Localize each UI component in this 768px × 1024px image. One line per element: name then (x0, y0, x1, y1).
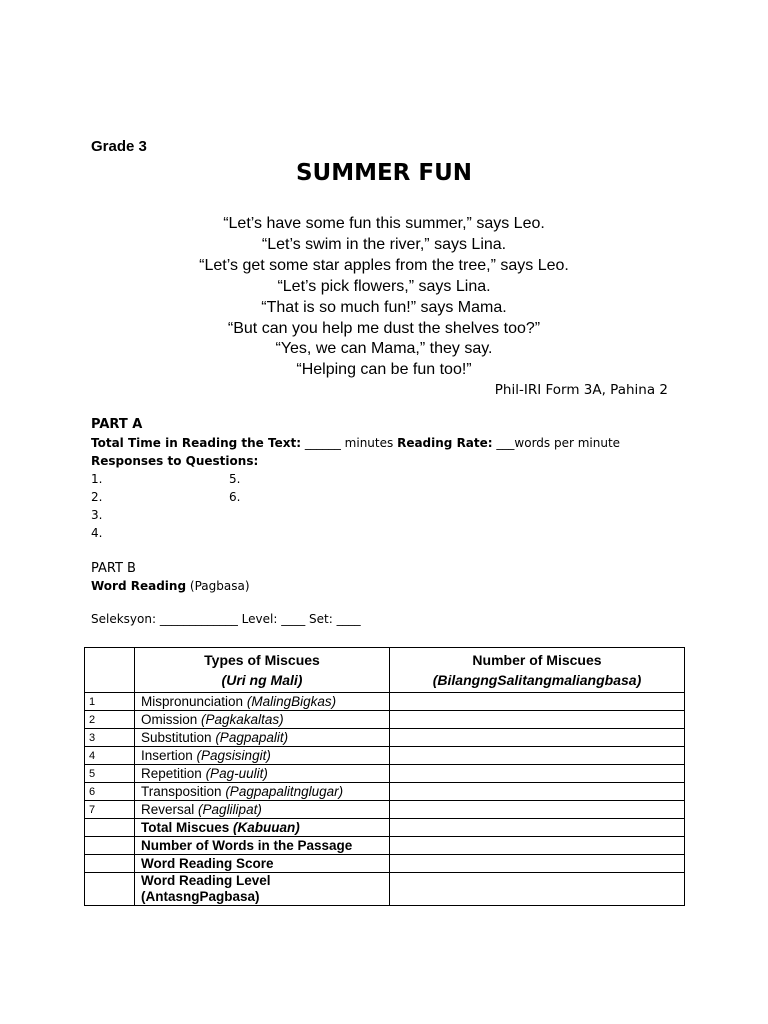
miscue-name: Mispronunciation (141, 693, 244, 709)
word-reading-title: Word Reading (91, 579, 187, 593)
header-number-cell (390, 648, 685, 693)
rate-blank[interactable]: ___ (496, 436, 515, 450)
miscue-count-cell[interactable] (390, 711, 685, 729)
form-reference: Phil-IRI Form 3A, Pahina 2 (494, 382, 668, 398)
row-number (85, 837, 135, 855)
page-title: SUMMER FUN (295, 160, 473, 186)
part-a-heading: PART A (91, 417, 143, 432)
miscue-type (135, 747, 390, 765)
miscue-name: Omission (141, 711, 198, 727)
table-row (85, 765, 685, 783)
question-3: 3. (91, 508, 103, 522)
miscue-local: (Pagpapalitnglugar) (225, 783, 344, 799)
row-number (85, 855, 135, 873)
table-row (85, 801, 685, 819)
header-number-sub: (BilangngSalitangmaliangbasa) (432, 672, 642, 688)
miscue-type (135, 801, 390, 819)
table-row (85, 747, 685, 765)
reading-time-line (91, 436, 620, 450)
miscue-count-cell[interactable] (390, 765, 685, 783)
word-reading-label (91, 579, 250, 593)
question-4: 4. (91, 526, 103, 540)
passage-line: “But can you help me dust the shelves too?” (227, 319, 541, 337)
passage-line: “Let’s have some fun this summer,” says Leo. (223, 215, 545, 232)
question-6: 6. (229, 490, 241, 504)
words-row (85, 837, 685, 855)
miscue-local: (Pag-uulit) (205, 765, 268, 781)
words-label: Number of Words in the Passage (135, 837, 390, 855)
total-label-cell (135, 819, 390, 837)
row-number: 7 (85, 801, 135, 819)
question-5: 5. (229, 472, 241, 486)
miscue-local: (Paglilipat) (198, 801, 262, 817)
score-row (85, 855, 685, 873)
passage-line: “Helping can be fun too!” (296, 361, 472, 379)
word-reading-sub: (Pagbasa) (189, 579, 250, 593)
miscue-count-cell[interactable] (390, 747, 685, 765)
seleksyon-blank[interactable]: _____________ (159, 612, 238, 626)
miscue-name: Reversal (141, 801, 195, 817)
miscue-name: Substitution (141, 729, 212, 745)
score-label: Word Reading Score (135, 855, 390, 873)
miscue-count-cell[interactable] (390, 783, 685, 801)
total-value-cell[interactable] (390, 819, 685, 837)
rate-unit: words per minute (514, 436, 621, 450)
header-types-cell (135, 648, 390, 693)
header-types-sub: (Uri ng Mali) (221, 672, 303, 688)
seleksyon-line (91, 612, 361, 626)
question-2: 2. (91, 490, 103, 504)
level-row (85, 873, 685, 906)
miscue-local: (Pagpapalit) (215, 729, 289, 745)
miscue-count-cell[interactable] (390, 801, 685, 819)
miscue-local: (Pagsisingit) (196, 747, 271, 763)
table-header-row (85, 648, 685, 693)
rate-label: Reading Rate: (397, 436, 493, 450)
miscue-name: Transposition (141, 783, 222, 799)
miscue-name: Insertion (141, 747, 193, 763)
passage-line: “Let’s get some star apples from the tree,” says Leo. (199, 256, 569, 274)
passage-line: “Let’s swim in the river,” says Lina. (261, 235, 507, 253)
passage-line: “Yes, we can Mama,” they say. (275, 340, 493, 358)
miscue-count-cell[interactable] (390, 693, 685, 711)
set-label: Set: (309, 612, 333, 626)
total-label: Total Miscues (141, 819, 230, 835)
row-number: 1 (85, 693, 135, 711)
time-blank[interactable]: ______ (304, 436, 341, 450)
seleksyon-label: Seleksyon: (91, 612, 157, 626)
words-value-cell[interactable] (390, 837, 685, 855)
table-row (85, 711, 685, 729)
table-row (85, 693, 685, 711)
row-number: 6 (85, 783, 135, 801)
miscue-type (135, 729, 390, 747)
row-number (85, 873, 135, 906)
header-types: Types of Miscues (204, 652, 320, 668)
level-local: (AntasngPagbasa) (141, 889, 260, 904)
grade-label: Grade 3 (91, 138, 147, 155)
level-label: Word Reading Level (141, 873, 271, 888)
miscue-local: (MalingBigkas) (246, 693, 337, 709)
total-row (85, 819, 685, 837)
time-label: Total Time in Reading the Text: (91, 436, 302, 450)
question-1: 1. (91, 472, 103, 486)
row-number (85, 819, 135, 837)
row-number: 3 (85, 729, 135, 747)
time-unit: minutes (344, 436, 394, 450)
level-label: Level: (241, 612, 278, 626)
row-number: 4 (85, 747, 135, 765)
level-blank[interactable]: ____ (281, 612, 306, 626)
part-b-heading: PART B (91, 561, 136, 576)
miscue-name: Repetition (141, 765, 202, 781)
miscue-local: (Pagkakaltas) (201, 711, 284, 727)
level-value-cell[interactable] (390, 873, 685, 906)
miscue-type (135, 765, 390, 783)
miscues-table (84, 647, 685, 906)
header-number: Number of Miscues (472, 652, 602, 668)
reading-passage (100, 214, 668, 381)
row-number: 5 (85, 765, 135, 783)
miscue-count-cell[interactable] (390, 729, 685, 747)
level-label-cell (135, 873, 390, 906)
table-row (85, 783, 685, 801)
passage-line: “That is so much fun!” says Mama. (261, 298, 507, 316)
passage-line: “Let’s pick flowers,” says Lina. (277, 277, 491, 295)
table-row (85, 729, 685, 747)
set-blank[interactable]: ____ (336, 612, 361, 626)
responses-label: Responses to Questions: (91, 454, 259, 468)
miscue-type (135, 783, 390, 801)
total-local: (Kabuuan) (233, 819, 300, 835)
row-number: 2 (85, 711, 135, 729)
score-value-cell[interactable] (390, 855, 685, 873)
miscue-type (135, 711, 390, 729)
header-num-cell (85, 648, 135, 693)
miscue-type (135, 693, 390, 711)
